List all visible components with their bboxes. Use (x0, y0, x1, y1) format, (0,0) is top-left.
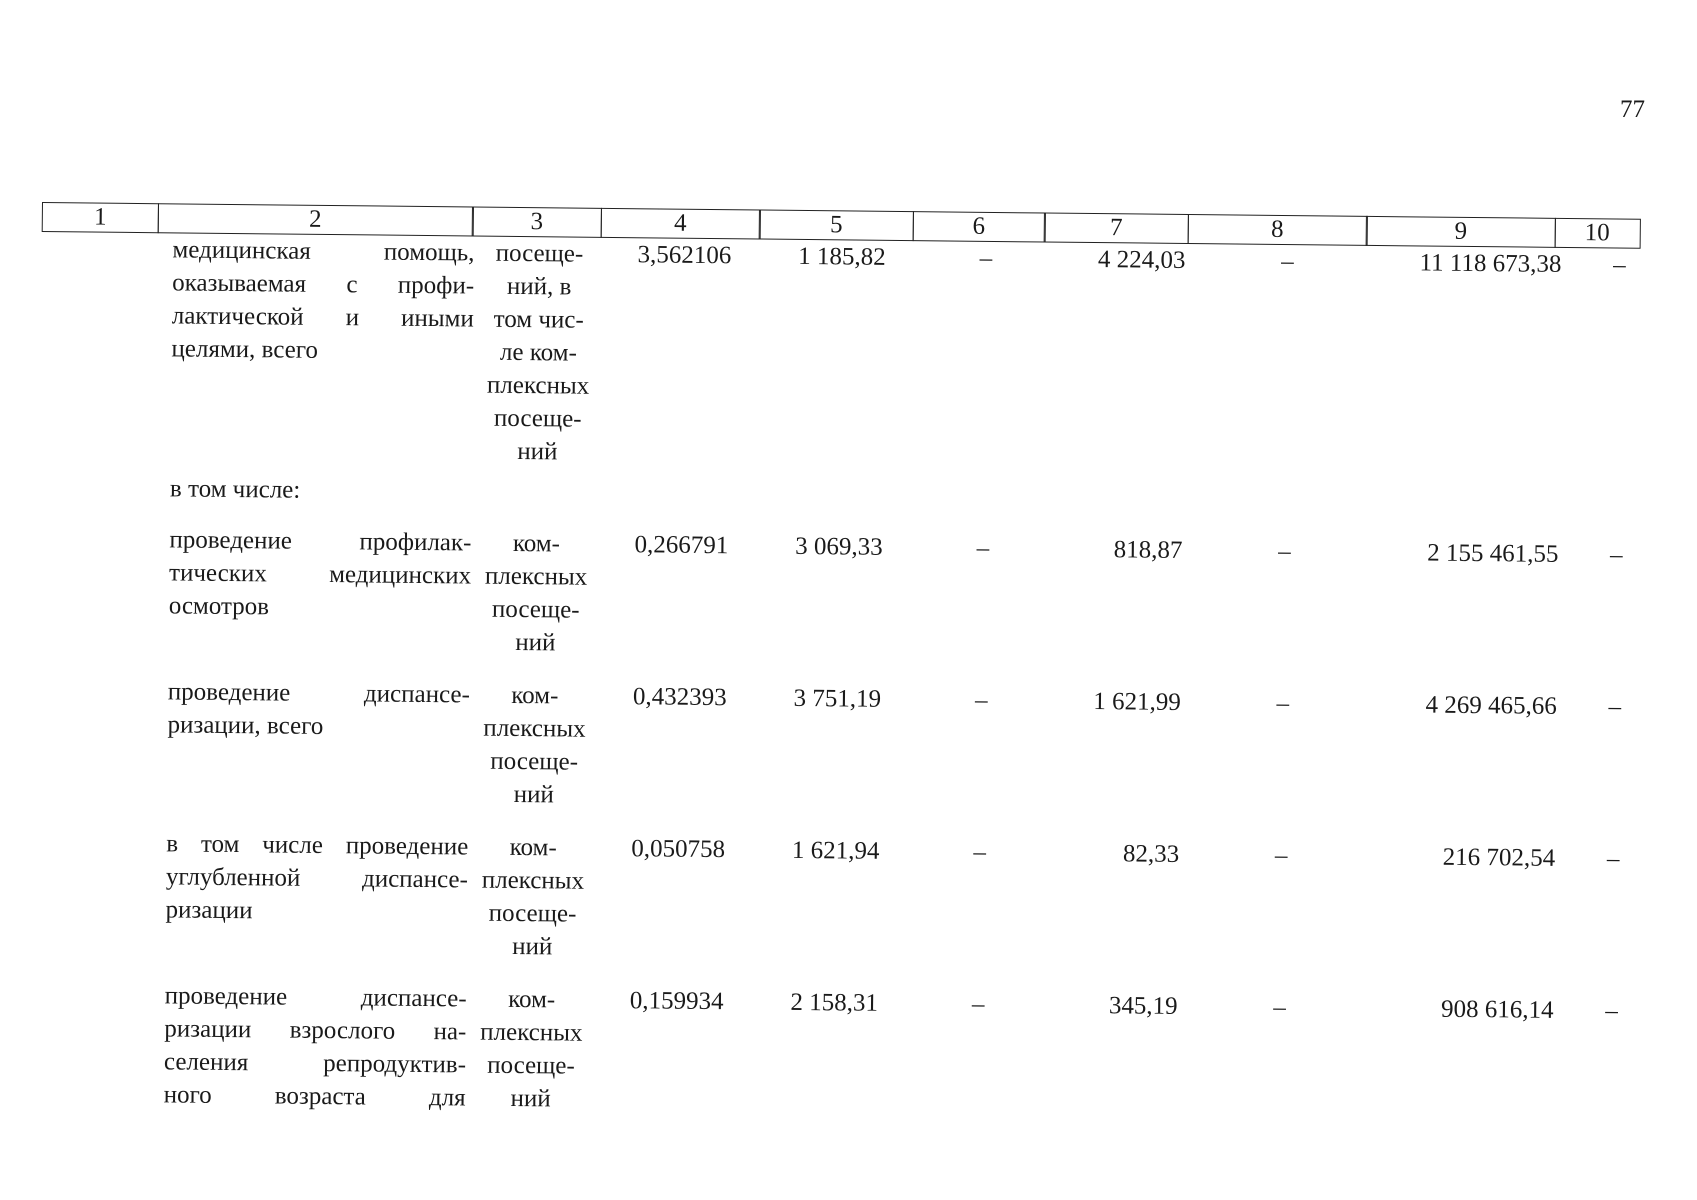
row-value-4: 3,562106 (637, 241, 732, 270)
row-value-4: 0,050758 (631, 835, 726, 864)
row-unit: ком- плексных посеще- ний (484, 529, 588, 657)
row-value-6: – (971, 990, 985, 1018)
table-row (36, 674, 1667, 823)
page-number: 77 (1620, 96, 1645, 123)
header-col-6: 6 (912, 211, 1045, 242)
row-value-8: – (1281, 247, 1294, 276)
row-name: проведение диспансе- ризации, всего (167, 678, 471, 740)
table-row (39, 232, 1671, 480)
row-name: в том числе проведение углубленной диспансе- ризации (165, 830, 469, 925)
header-col-9: 9 (1366, 216, 1556, 248)
row-value-7: 818,87 (1113, 536, 1183, 564)
row-name: медицинская помощь, оказываемая с профи- лактической и иными целями, всего (171, 236, 475, 364)
table-row (32, 978, 1663, 1127)
row-value-9: 908 616,14 (1440, 995, 1554, 1024)
row-value-8: – (1278, 537, 1291, 566)
row-value-10: – (1609, 541, 1623, 569)
row-value-7: 345,19 (1108, 992, 1178, 1020)
row-value-6: – (979, 244, 993, 272)
row-value-9: 2 155 461,55 (1427, 539, 1559, 568)
row-value-10: – (1613, 251, 1626, 279)
data-table (32, 202, 1671, 1127)
header-col-1: 1 (42, 202, 159, 233)
row-value-6: – (974, 686, 988, 714)
row-value-8: – (1276, 689, 1290, 718)
header-col-3: 3 (472, 207, 602, 238)
row-value-8: – (1274, 841, 1288, 870)
row-value-7: 82,33 (1122, 840, 1180, 868)
row-value-10: – (1605, 997, 1619, 1025)
row-value-9: 11 118 673,38 (1419, 249, 1562, 278)
row-value-7: 1 621,99 (1093, 688, 1181, 716)
row-value-5: 1 185,82 (798, 242, 886, 271)
row-value-4: 0,159934 (629, 987, 724, 1016)
row-unit: посеще- ний, в том чис- ле ком- плексных посеще- ний (486, 239, 590, 466)
table-row (37, 522, 1668, 671)
row-value-4: 0,266791 (634, 531, 729, 560)
row-value-9: 4 269 465,66 (1425, 691, 1557, 720)
row-value-7: 4 224,03 (1097, 246, 1186, 274)
row-value-6: – (976, 534, 990, 562)
section-subhead: в том числе: (169, 475, 301, 504)
row-value-8: – (1273, 993, 1287, 1022)
row-value-10: – (1608, 693, 1622, 721)
row-value-6: – (973, 838, 987, 866)
row-value-5: 3 069,33 (795, 532, 883, 561)
row-unit: ком- плексных посеще- ний (483, 681, 586, 809)
header-col-2: 2 (157, 203, 473, 236)
row-value-4: 0,432393 (632, 683, 727, 712)
header-col-4: 4 (600, 208, 760, 240)
row-name: проведение диспансе- ризации взрослого на- селения репродуктив- ного возраста для (163, 982, 467, 1112)
row-name: проведение профилак- тических медицинских осмотров (168, 526, 472, 621)
header-col-7: 7 (1044, 212, 1189, 244)
row-value-5: 1 621,94 (791, 836, 880, 865)
row-value-9: 216 702,54 (1442, 843, 1556, 872)
row-unit: ком- плексных посеще- ний (481, 833, 585, 961)
table-row (34, 826, 1665, 975)
row-value-5: 2 158,31 (790, 988, 879, 1017)
header-col-10: 10 (1554, 218, 1640, 249)
row-unit: ком- плексных посеще- ний (480, 985, 583, 1113)
row-value-5: 3 751,19 (793, 684, 882, 713)
header-col-8: 8 (1187, 214, 1367, 246)
row-value-10: – (1606, 845, 1620, 873)
header-col-5: 5 (759, 210, 914, 242)
